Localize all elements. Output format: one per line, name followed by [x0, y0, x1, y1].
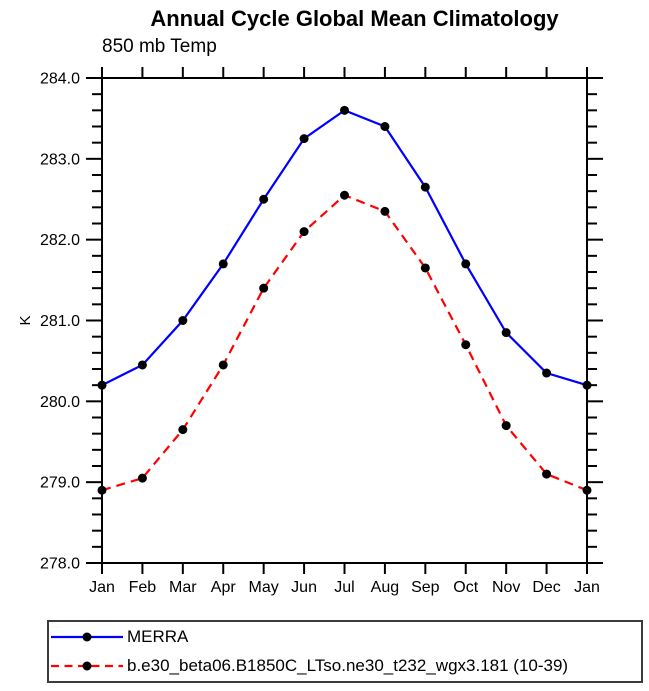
chart-title: Annual Cycle Global Mean Climatology [150, 6, 559, 31]
data-point [138, 474, 147, 483]
data-point [502, 328, 511, 337]
x-tick-label: Jul [334, 579, 355, 596]
data-point [178, 316, 187, 325]
legend-box [47, 620, 643, 683]
x-tick-label: Apr [210, 579, 236, 596]
x-tick-label: Jun [291, 579, 317, 596]
x-tick-label: Oct [453, 579, 479, 596]
x-tick-label: Feb [128, 579, 157, 596]
data-point [219, 360, 228, 369]
data-point [542, 470, 551, 479]
y-tick-label: 284.0 [39, 70, 80, 88]
data-point [583, 381, 592, 390]
data-point [461, 259, 470, 268]
data-point [259, 195, 268, 204]
data-point [219, 259, 228, 268]
legend-marker-dot [83, 661, 92, 670]
y-tick-label: 281.0 [39, 313, 80, 330]
legend-swatch-solid-line [51, 628, 123, 646]
plot-frame [102, 78, 587, 563]
data-point [98, 486, 107, 495]
y-tick-label: 279.0 [39, 474, 80, 492]
data-point [259, 284, 268, 293]
data-point [138, 360, 147, 369]
data-point [98, 381, 107, 390]
x-tick-label: Jan [89, 579, 115, 596]
x-tick-label: May [248, 579, 279, 596]
data-point [300, 134, 309, 143]
x-tick-label: Mar [169, 579, 197, 596]
data-point [380, 122, 389, 131]
data-point [340, 106, 349, 115]
legend-swatch-dashed-line [51, 657, 123, 675]
x-tick-label: Nov [491, 579, 521, 596]
x-tick-label: Jan [574, 579, 600, 596]
legend-item-merra [51, 623, 641, 652]
series-line [102, 110, 587, 385]
legend-label-model: b.e30_beta06.B1850C_LTso.ne30_t232_wgx3.181 (10-39) [127, 655, 569, 675]
axis-labels [17, 71, 600, 597]
data-point [380, 207, 389, 216]
y-axis-title: K [17, 315, 34, 326]
series-line [102, 195, 587, 490]
chart-subtitle: 850 mb Temp [102, 36, 217, 57]
data-point [340, 191, 349, 200]
legend-label-merra: MERRA [127, 627, 189, 647]
data-point [583, 486, 592, 495]
legend-marker-dot [83, 633, 92, 642]
data-point [300, 227, 309, 236]
data-point [461, 340, 470, 349]
x-tick-label: Sep [411, 579, 440, 596]
data-point [421, 183, 430, 192]
y-tick-label: 283.0 [39, 151, 80, 169]
y-tick-label: 280.0 [39, 393, 80, 411]
y-tick-label: 282.0 [39, 232, 80, 250]
legend-item-model [51, 652, 641, 681]
series-merra [98, 106, 592, 390]
data-point [421, 263, 430, 272]
y-tick-label: 278.0 [39, 555, 80, 573]
x-tick-label: Dec [532, 579, 561, 596]
axis-ticks [86, 67, 603, 574]
x-tick-label: Aug [370, 579, 400, 596]
data-point [542, 369, 551, 378]
data-point [178, 425, 187, 434]
data-point [502, 421, 511, 430]
